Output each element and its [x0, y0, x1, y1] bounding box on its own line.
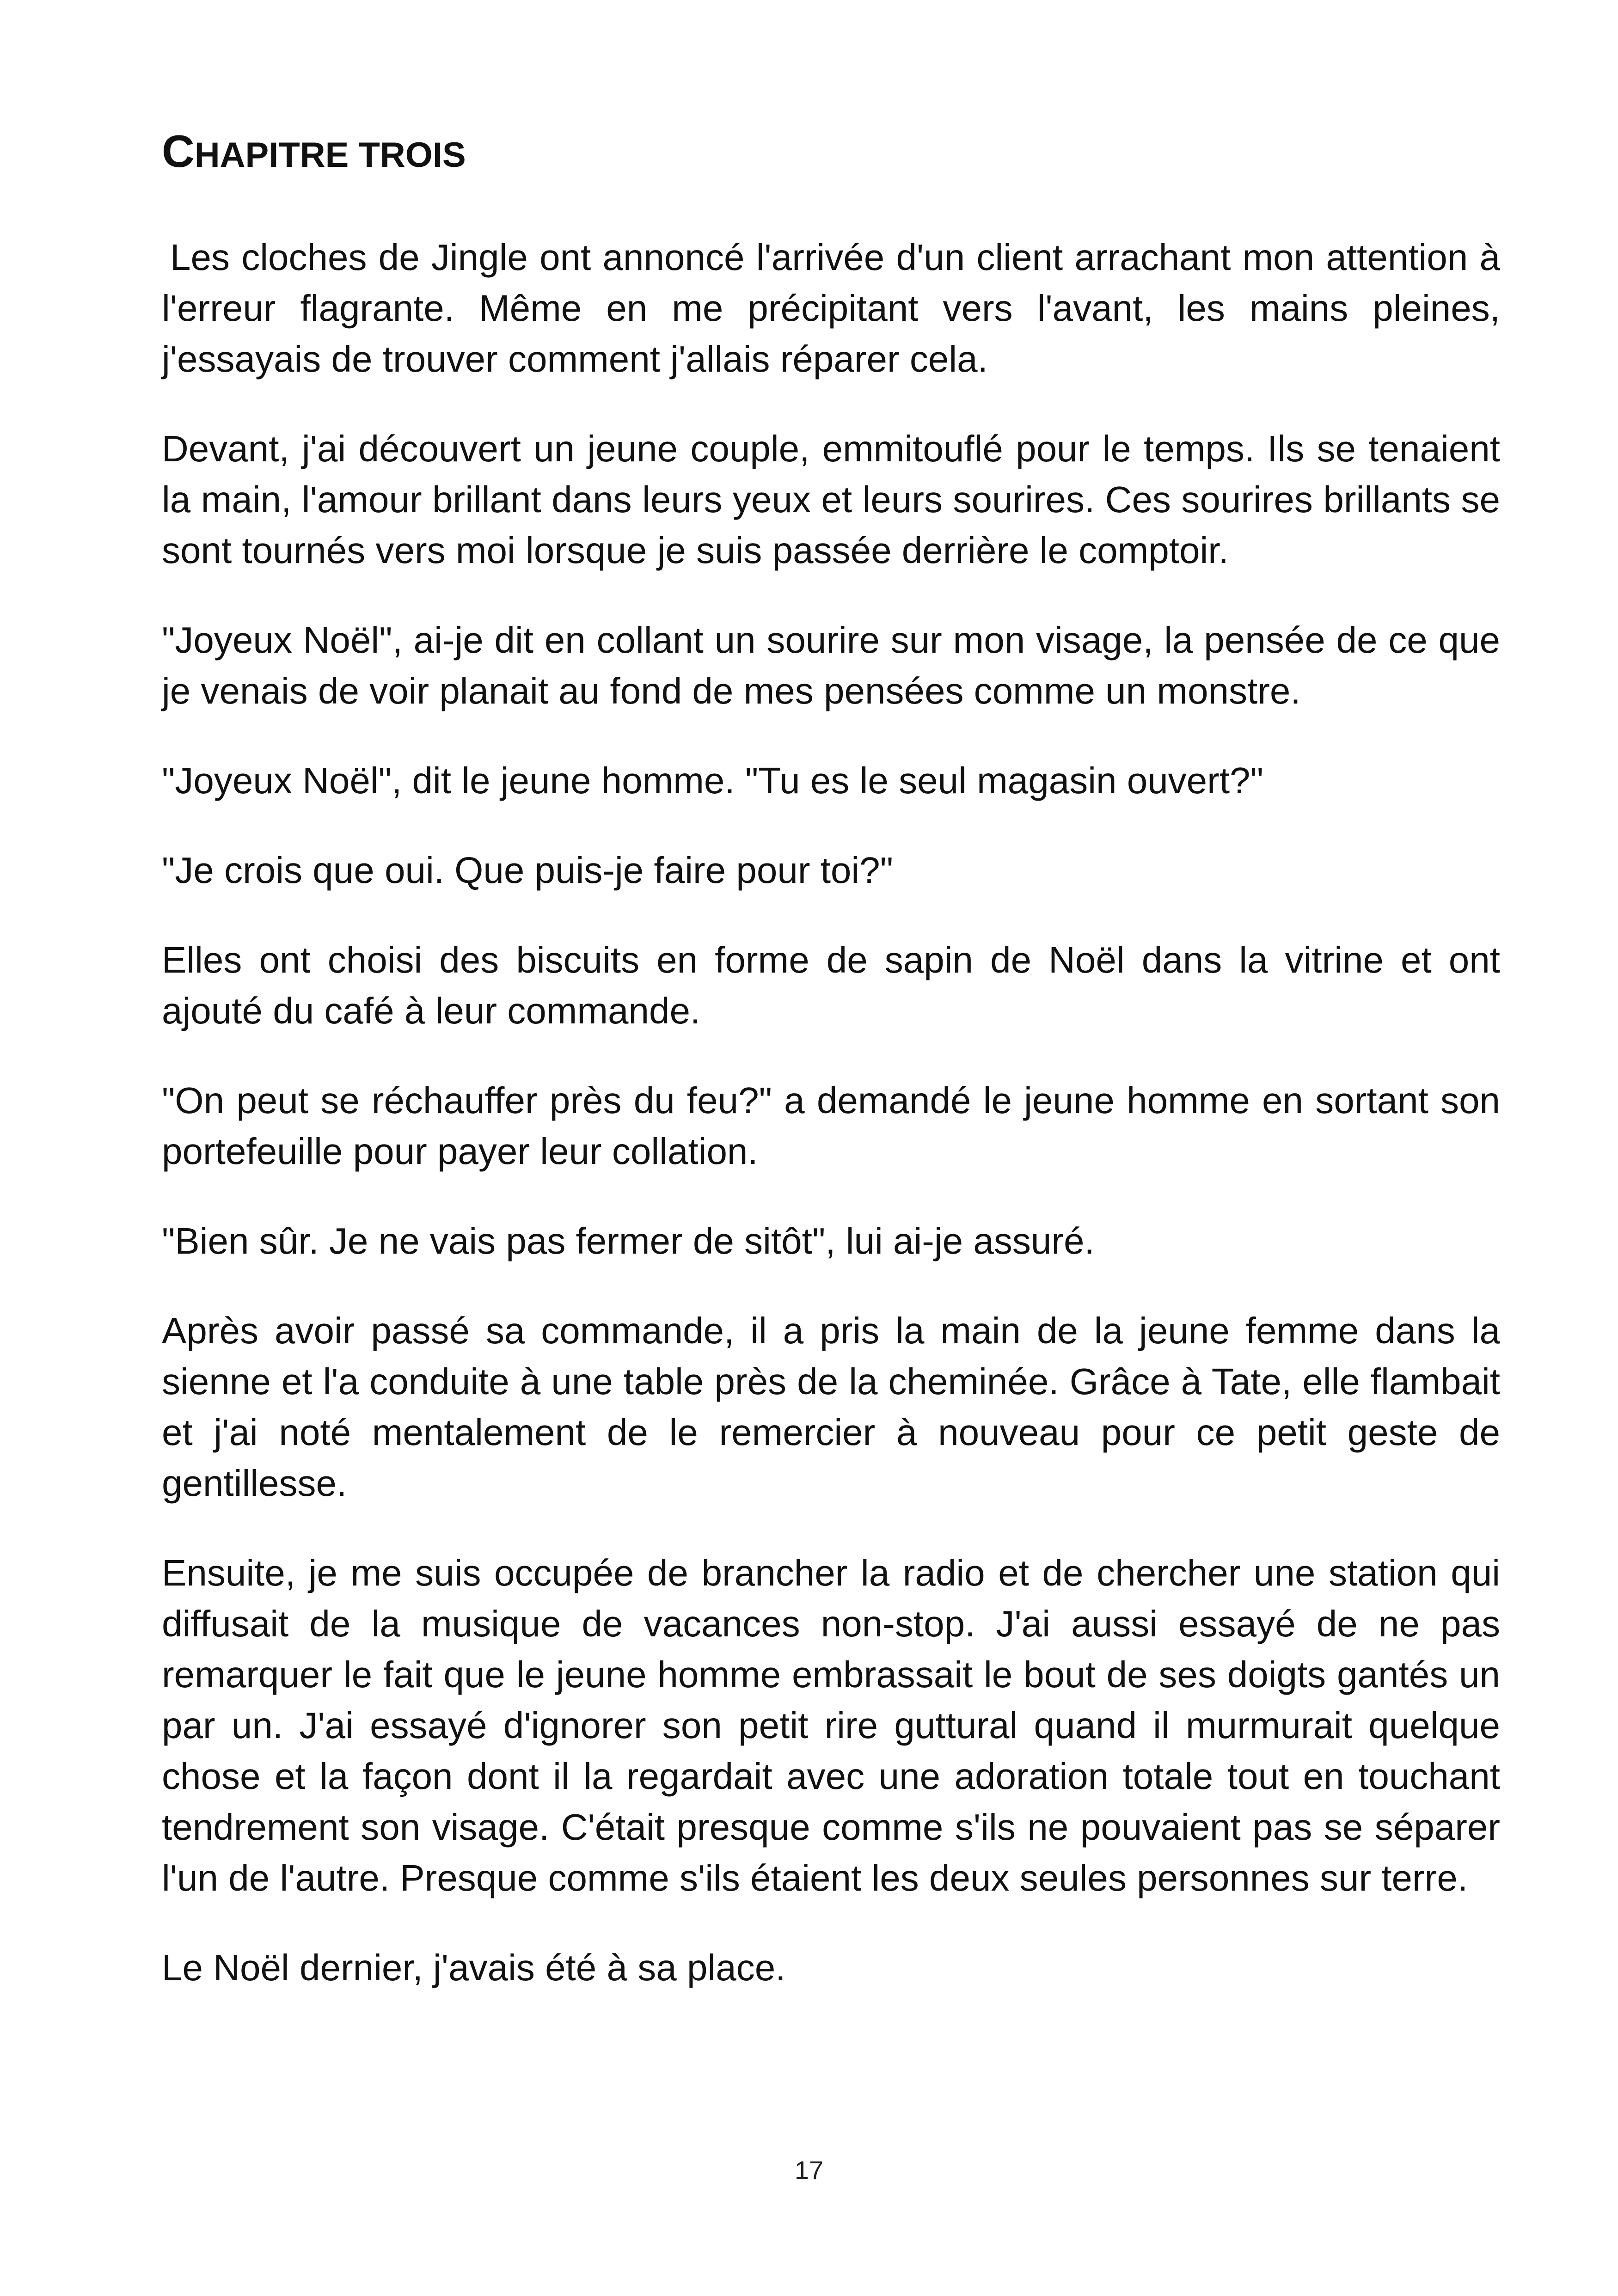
paragraph: Les cloches de Jingle ont annoncé l'arrivée d'un client arrachant mon attention à l'erreur flagrante. Même en me précipitant vers l'avant, les mains pleines, j'essayais de trouver comment j'allais réparer cela. — [162, 237, 1500, 380]
page-number: 17 — [794, 2155, 824, 2185]
paragraph: Le Noël dernier, j'avais été à sa place. — [162, 1947, 786, 1988]
chapter-title-rest: HAPITRE TROIS — [194, 135, 466, 175]
chapter-title — [162, 121, 466, 185]
paragraph: Ensuite, je me suis occupée de brancher la radio et de chercher une station qui diffusait de la musique de vacances non-stop. J'ai aussi essayé de ne pas remarquer le fait que le jeune homme embrassait le bout de ses doigts gantés un par un. J'ai essayé d'ignorer son petit rire guttural quand il murmurait quelque chose et la façon dont il la regardait avec une adoration totale tout en touchant tendrement son visage. C'était presque comme s'ils ne pouvaient pas se séparer l'un de l'autre. Presque comme s'ils étaient les deux seules personnes sur terre. — [162, 1552, 1500, 1898]
paragraph: "Bien sûr. Je ne vais pas fermer de sitôt", lui ai-je assuré. — [162, 1220, 1095, 1261]
paragraph: "Joyeux Noël", ai-je dit en collant un sourire sur mon visage, la pensée de ce que je venais de voir planait au fond de mes pensées comme un monstre. — [162, 619, 1500, 711]
paragraph: "Joyeux Noël", dit le jeune homme. "Tu es le seul magasin ouvert?" — [162, 760, 1263, 801]
paragraph: "Je crois que oui. Que puis-je faire pour toi?" — [162, 850, 894, 891]
paragraph: Devant, j'ai découvert un jeune couple, emmitouflé pour le temps. Ils se tenaient la main, l'amour brillant dans leurs yeux et leurs sourires. Ces sourires brillants se sont tournés vers moi lorsque je suis passée derrière le comptoir. — [162, 428, 1500, 571]
chapter-title-initial: C — [162, 126, 195, 177]
chapter-body — [162, 232, 1500, 2032]
paragraph: Après avoir passé sa commande, il a pris la main de la jeune femme dans la sienne et l'a conduite à une table près de la cheminée. Grâce à Tate, elle flambait et j'ai noté mentalement de le remercier à nouveau pour ce petit geste de gentillesse. — [162, 1310, 1500, 1504]
paragraph: Elles ont choisi des biscuits en forme de sapin de Noël dans la vitrine et ont ajouté du café à leur commande. — [162, 939, 1500, 1031]
paragraph: "On peut se réchauffer près du feu?" a demandé le jeune homme en sortant son portefeuille pour payer leur collation. — [162, 1080, 1500, 1172]
